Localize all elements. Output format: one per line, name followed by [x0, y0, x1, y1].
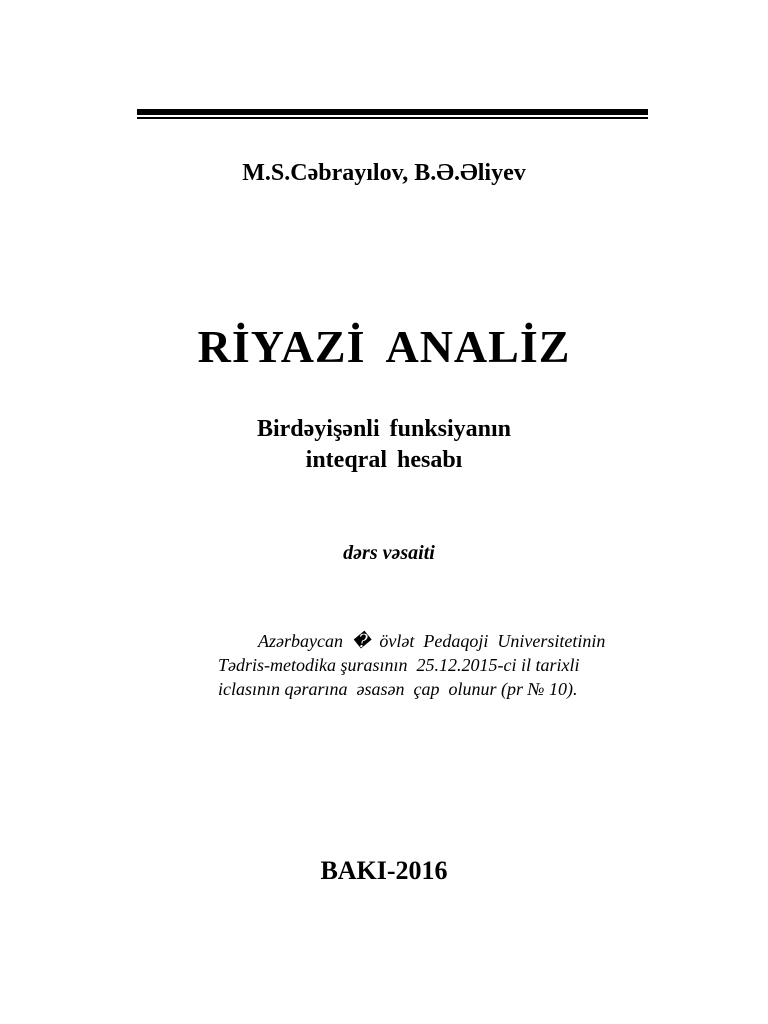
book-type: dərs vəsaiti	[343, 542, 435, 564]
approval-line-3: iclasının qərarına əsasən çap olunur (pr № 10).	[218, 679, 578, 699]
subtitle	[0, 414, 768, 476]
approval-note	[218, 629, 648, 701]
book-title: RİYAZİ ANALİZ	[197, 321, 571, 372]
header-rule-thick	[137, 109, 648, 115]
subtitle-line-1: Birdəyişənli funksiyanın	[256, 416, 512, 442]
authors: M.S.Cəbrayılov, B.Ə.Əliyev	[242, 160, 526, 186]
city-year: BAKI-2016	[320, 856, 448, 885]
approval-line-2: Tədris-metodika şurasının 25.12.2015-ci il tarixli	[218, 655, 580, 675]
subtitle-line-2: inteqral hesabı	[305, 447, 463, 473]
header-rule-thin	[137, 117, 648, 119]
approval-line-1: Azərbaycan � övlət Pedaqoji Universitetinin	[258, 631, 606, 651]
